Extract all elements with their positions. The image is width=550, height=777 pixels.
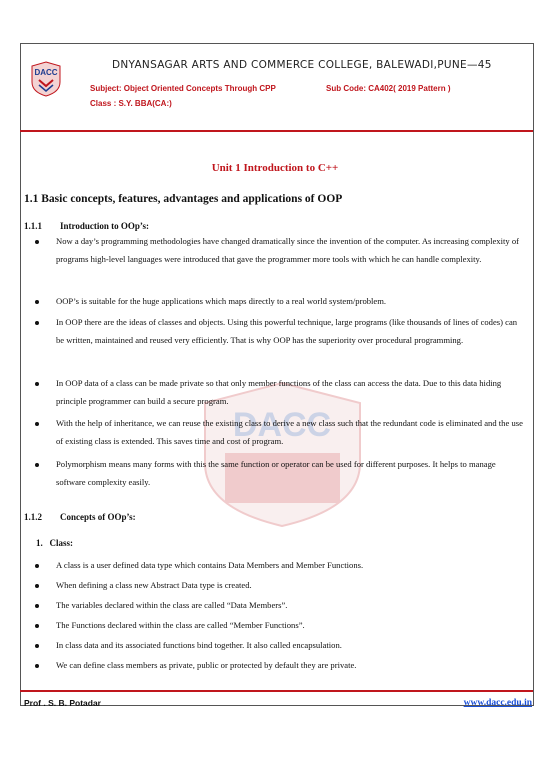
bullet-icon [35,664,39,668]
list-item-text: A class is a user defined data type which contains Data Members and Member Functions. [56,560,364,570]
svg-text:DACC: DACC [232,406,332,444]
list-item-text: The Functions declared within the class are called “Member Functions”. [56,620,305,630]
bullet-icon [35,564,39,568]
list-item [56,233,526,268]
class-heading-number: 1. [36,538,43,548]
footer-divider [20,690,533,692]
page-header [20,43,532,133]
bullet-icon [35,321,39,325]
list-item [56,314,526,349]
subsection-title: Introduction to OOp’s: [60,221,150,231]
bullet-icon [35,624,39,628]
list-item-text: In OOP there are the ideas of classes and objects. Using this powerful technique, large programs (like thousands of lines of codes) can be written, maintained and reused very efficiently. That is why OOP has the superiority over procedural programming. [56,317,518,345]
list-item-text: OOP’s is suitable for the huge applications which maps directly to a real world system/problem. [56,296,387,306]
subsection-number: 1.1.2 [24,512,42,522]
sub-code-label: Sub Code: CA402( 2019 Pattern ) [326,84,451,93]
college-logo [30,60,62,98]
list-item-text: In class data and its associated functions bind together. It also called encapsulation. [56,640,342,650]
bullet-icon [35,463,39,467]
list-item-text: Polymorphism means many forms with this the same function or operator can be used for different purposes. It helps to manage software complexity easily. [56,459,496,487]
bullet-icon [35,644,39,648]
list-item-text: The variables declared within the class are called “Data Members”. [56,600,288,610]
bullet-icon [35,604,39,608]
list-item [56,375,526,410]
class-label: Class : S.Y. BBA(CA:) [90,99,172,108]
svg-text:DACC: DACC [34,68,58,77]
bullet-icon [35,382,39,386]
subject-label: Subject: Object Oriented Concepts Through CPP [90,84,276,93]
list-item [56,456,526,491]
list-item-text: Now a day’s programming methodologies have changed dramatically since the invention of the computer. As increasing complexity of programs high-level languages were introduced that gave the programmer more tools with which he can handle complexity. [56,236,519,264]
list-item [56,293,526,311]
unit-title: Unit 1 Introduction to C++ [211,162,339,174]
class-heading [36,538,73,548]
list-item-text: With the help of inheritance, we can reuse the existing class to derive a new class such that the redundant code is eliminated and the use of existing class is extended. This saves time and cost of program. [56,418,523,446]
footer-author: Prof . S. B. Potadar [24,698,101,708]
list-item [56,415,526,450]
list-item-text: When defining a class new Abstract Data type is created. [56,580,252,590]
list-item [56,597,526,615]
header-divider [20,130,533,132]
bullet-icon [35,240,39,244]
list-item-text: We can define class members as private, public or protected by default they are private. [56,660,357,670]
list-item [56,617,526,635]
list-item [56,637,526,655]
list-item [56,577,526,595]
subsection-number: 1.1.1 [24,221,42,231]
list-item [56,557,526,575]
class-heading-title: Class: [49,538,74,548]
footer-website-link[interactable]: www.dacc.edu.in [463,698,532,708]
college-name: DNYANSAGAR ARTS AND COMMERCE COLLEGE, BALEWADI,PUNE—45 [112,59,492,71]
bullet-icon [35,422,39,426]
bullet-icon [35,300,39,304]
subsection-heading [24,512,136,522]
subsection-heading [24,221,149,231]
section-heading: 1.1 Basic concepts, features, advantages and applications of OOP [24,193,343,205]
subsection-title: Concepts of OOp’s: [60,512,136,522]
list-item-text: In OOP data of a class can be made private so that only member functions of the class can access the data. Due to this data hiding principle programmer can build a secure program. [56,378,502,406]
list-item [56,657,526,675]
bullet-icon [35,584,39,588]
